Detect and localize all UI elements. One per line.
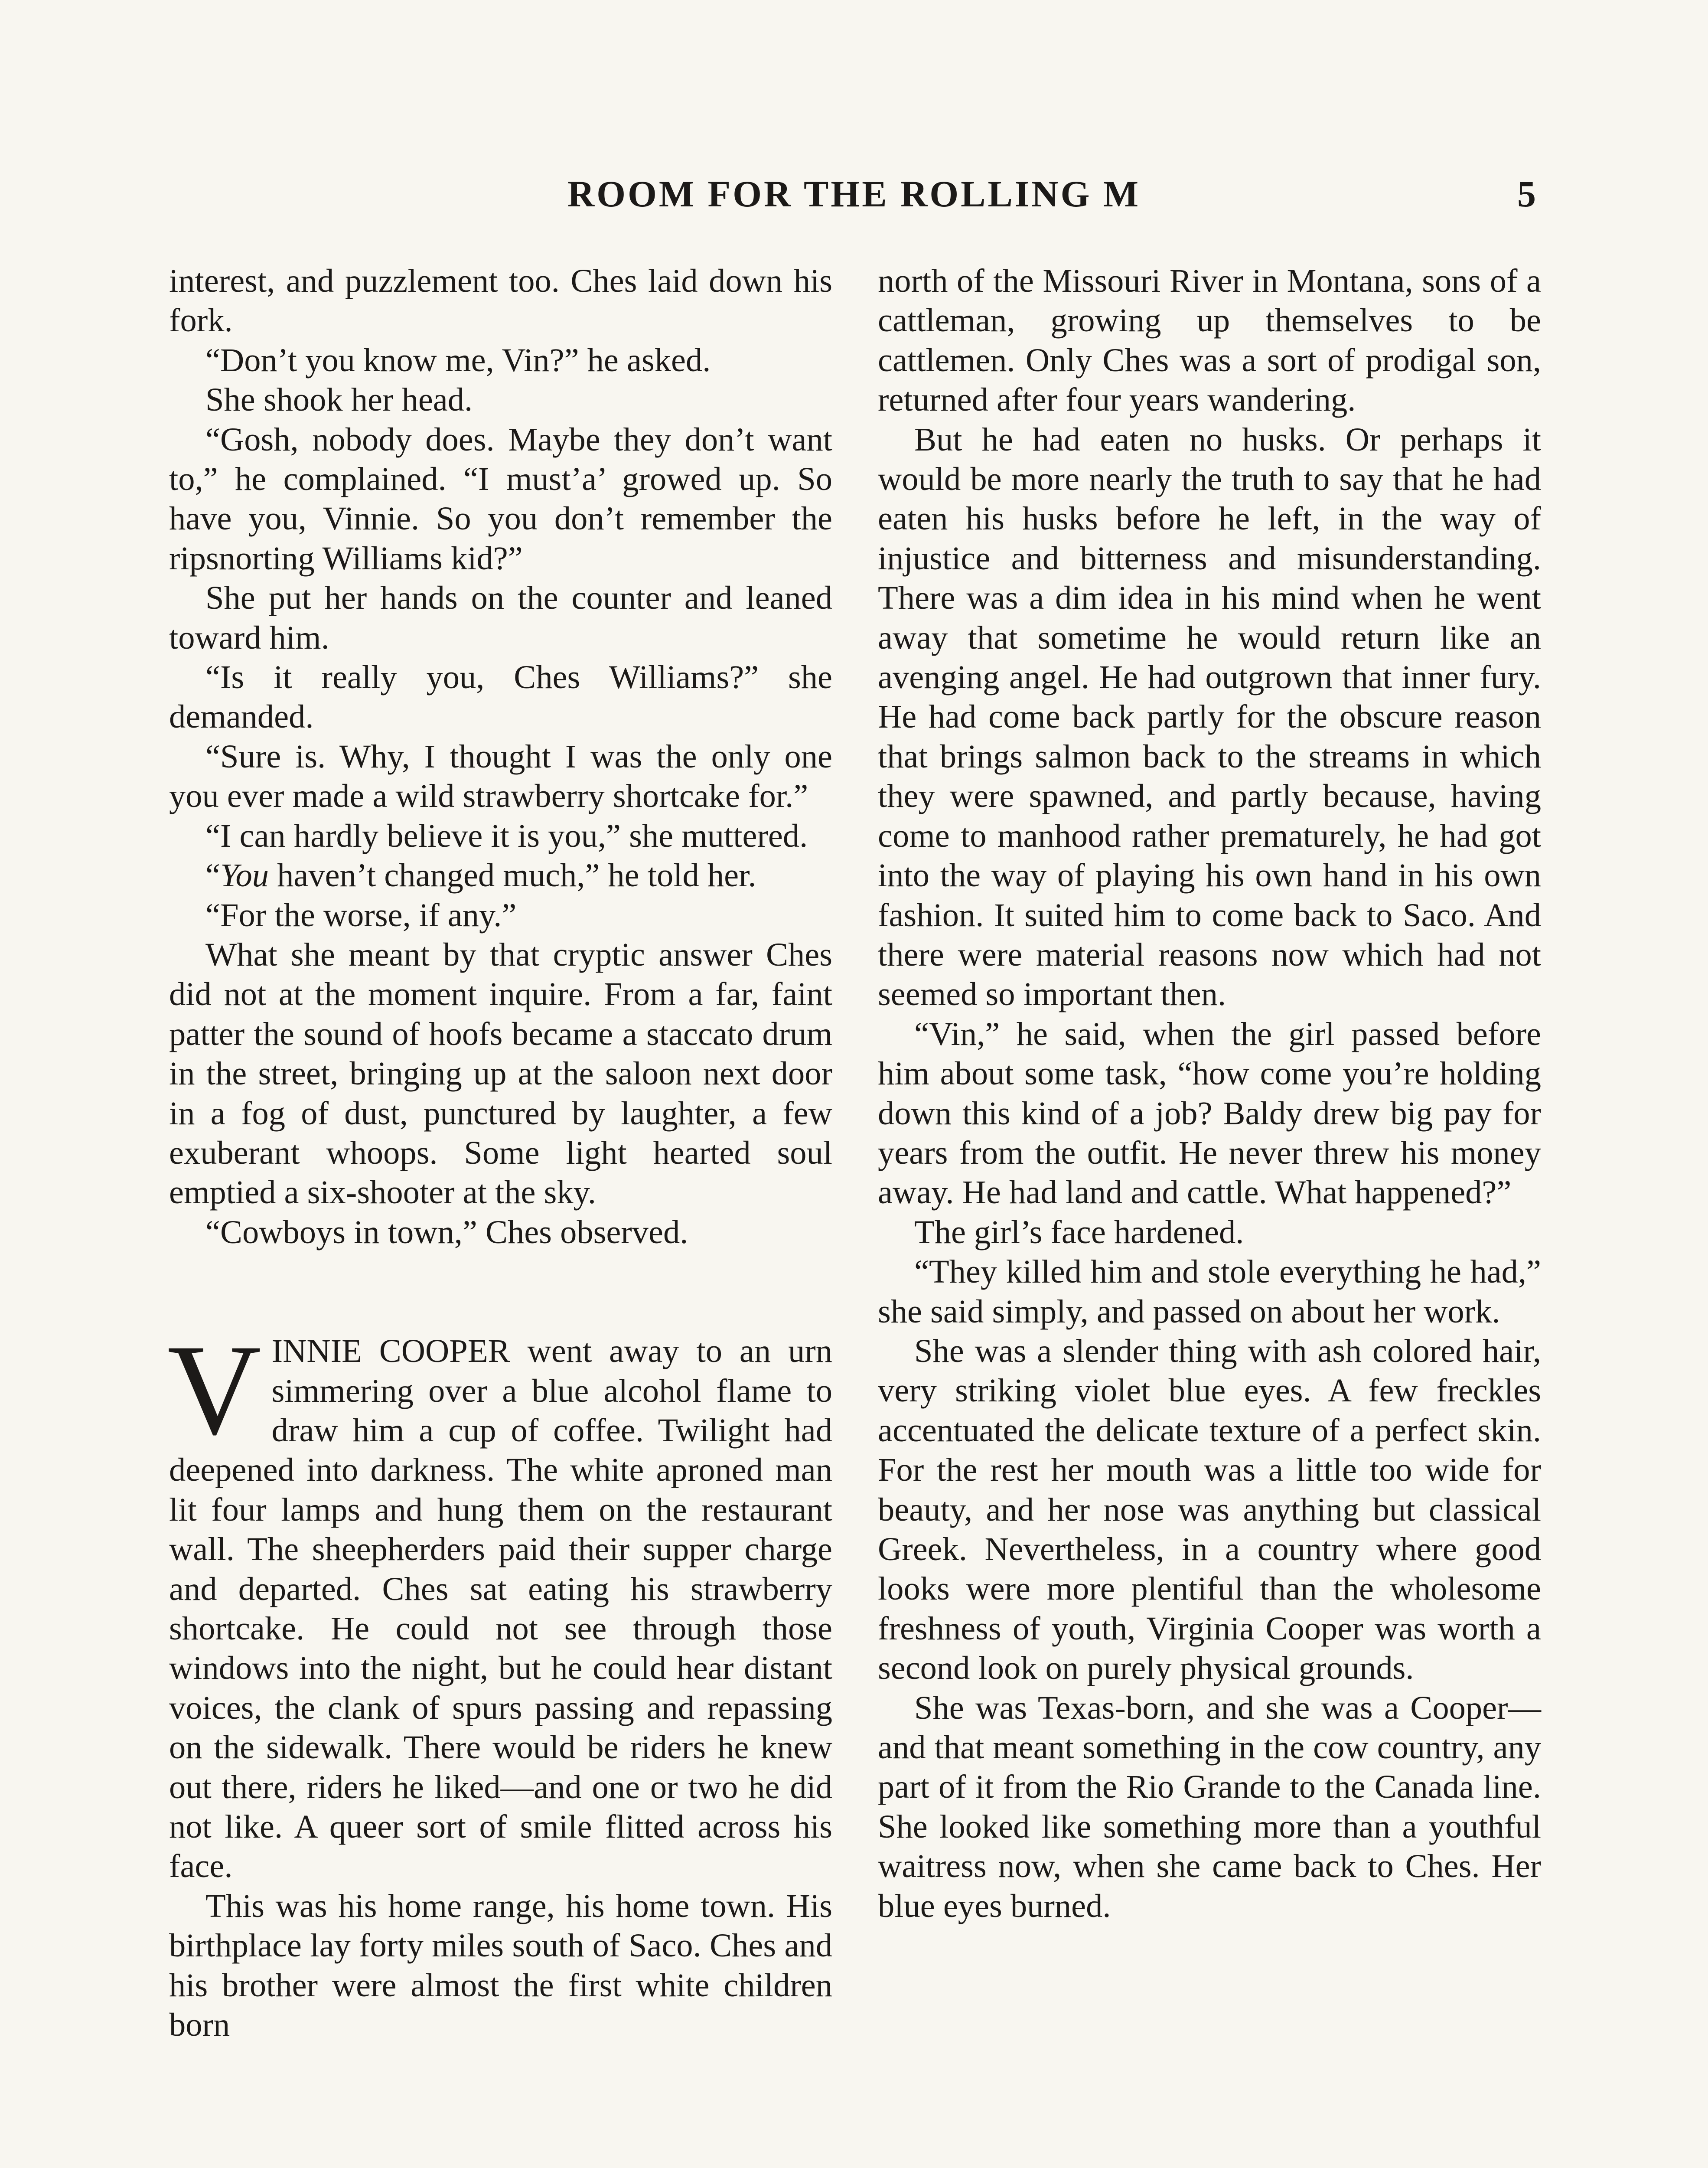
paragraph: But he had eaten no husks. Or perhaps it would be more nearly the truth to say that he had eaten his husks before he left, in the way of injustice and bitterness and misunderstanding. There was a dim idea in his mind when he went away that sometime he would return like an avenging angel. He had outgrown that inner fury. He had come back partly for the obscure reason that brings salmon back to the streams in which they were spawned, and partly because, having come to manhood rather prematurely, he had got into the way of playing his own hand in his own fashion. It suited him to come back to Saco. And there were material reasons now which had not seemed so important then. [878, 421, 1541, 1013]
paragraph-text: went away to an urn simmering over a blue alcohol flame to draw him a cup of coffee. Twilight had deepened into darkness. The white aproned man lit four lamps and hung them on the restaurant wall. The sheepherders paid their supper charge and departed. Ches sat eating his strawberry shortcake. He could not see through those windows into the night, but he could hear distant voices, the clank of spurs passing and repassing on the sidewalk. There would be riders he knew out there, riders he liked—and one or two he did not like. A queer sort of smile flitted across his face. [169, 1332, 832, 1885]
paragraph: “Vin,” he said, when the girl passed before him about some task, “how come you’re holding down this kind of a job? Baldy drew big pay for years from the outfit. He never threw his money away. He had land and cattle. What happened?” [878, 1015, 1541, 1211]
paragraph: She put her hands on the counter and leaned toward him. [169, 579, 832, 656]
paragraph: “I can hardly believe it is you,” she muttered. [205, 817, 808, 854]
page-number: 5 [1517, 173, 1536, 215]
drop-cap: V [167, 1318, 261, 1462]
paragraph: She was Texas-born, and she was a Cooper—and that meant something in the cow country, any part of it from the Rio Grande to the Canada line. She looked like something more than a youthful waitress now, when she came back to Ches. Her blue eyes burned. [878, 1689, 1541, 1924]
lead-name: INNIE COOPER [271, 1332, 510, 1370]
paragraph: This was his home range, his home town. His birthplace lay forty miles south of Saco. Ches and his brother were almost the first white children born [169, 1887, 832, 2044]
paragraph: The girl’s face hardened. [914, 1213, 1244, 1251]
paragraph: interest, and puzzlement too. Ches laid down his fork. [169, 262, 832, 339]
paragraph: “Don’t you know me, Vin?” he asked. [205, 341, 711, 379]
right-column [878, 261, 1541, 1926]
open-quote: “ [205, 857, 220, 894]
running-head [0, 170, 1708, 218]
emphasis: You [220, 857, 269, 894]
paragraph [169, 855, 832, 895]
paragraph: She shook her head. [205, 381, 473, 418]
paragraph: north of the Missouri River in Montana, sons of a cattleman, growing up themselves to be cattlemen. Only Ches was a sort of prodigal son, returned after four years wandering. [878, 262, 1541, 418]
left-column [169, 261, 832, 2044]
paragraph: “Sure is. Why, I thought I was the only one you ever made a wild strawberry shortcake for.” [169, 738, 832, 815]
paragraph: “They killed him and stole everything he had,” she said simply, and passed on about her work. [878, 1253, 1541, 1330]
paragraph: “Is it really you, Ches Williams?” she demanded. [169, 659, 832, 735]
running-title: ROOM FOR THE ROLLING M [567, 173, 1141, 215]
paragraph: “Gosh, nobody does. Maybe they don’t want to,” he complained. “I must’a’ growed up. So have you, Vinnie. So you don’t remember the ripsnorting Williams kid?” [169, 421, 832, 577]
paragraph-text: haven’t changed much,” he told her. [269, 857, 756, 894]
paragraph: What she meant by that cryptic answer Ches did not at the moment inquire. From a far, faint patter the sound of hoofs became a staccato drum in the street, bringing up at the saloon next door in a fog of dust, punctured by laughter, a few exuberant whoops. Some light hearted soul emptied a six-shooter at the sky. [169, 936, 832, 1211]
paragraph: “Cowboys in town,” Ches observed. [205, 1213, 688, 1251]
paragraph: “For the worse, if any.” [205, 896, 517, 934]
section-lead-paragraph [167, 1318, 832, 1886]
paragraph: She was a slender thing with ash colored hair, very striking violet blue eyes. A few freckles accentuated the delicate texture of a perfect skin. For the rest her mouth was a little too wide for beauty, and her nose was anything but classical Greek. Nevertheless, in a country where good looks were more plentiful than the wholesome freshness of youth, Virginia Cooper was worth a second look on purely physical grounds. [878, 1332, 1541, 1687]
